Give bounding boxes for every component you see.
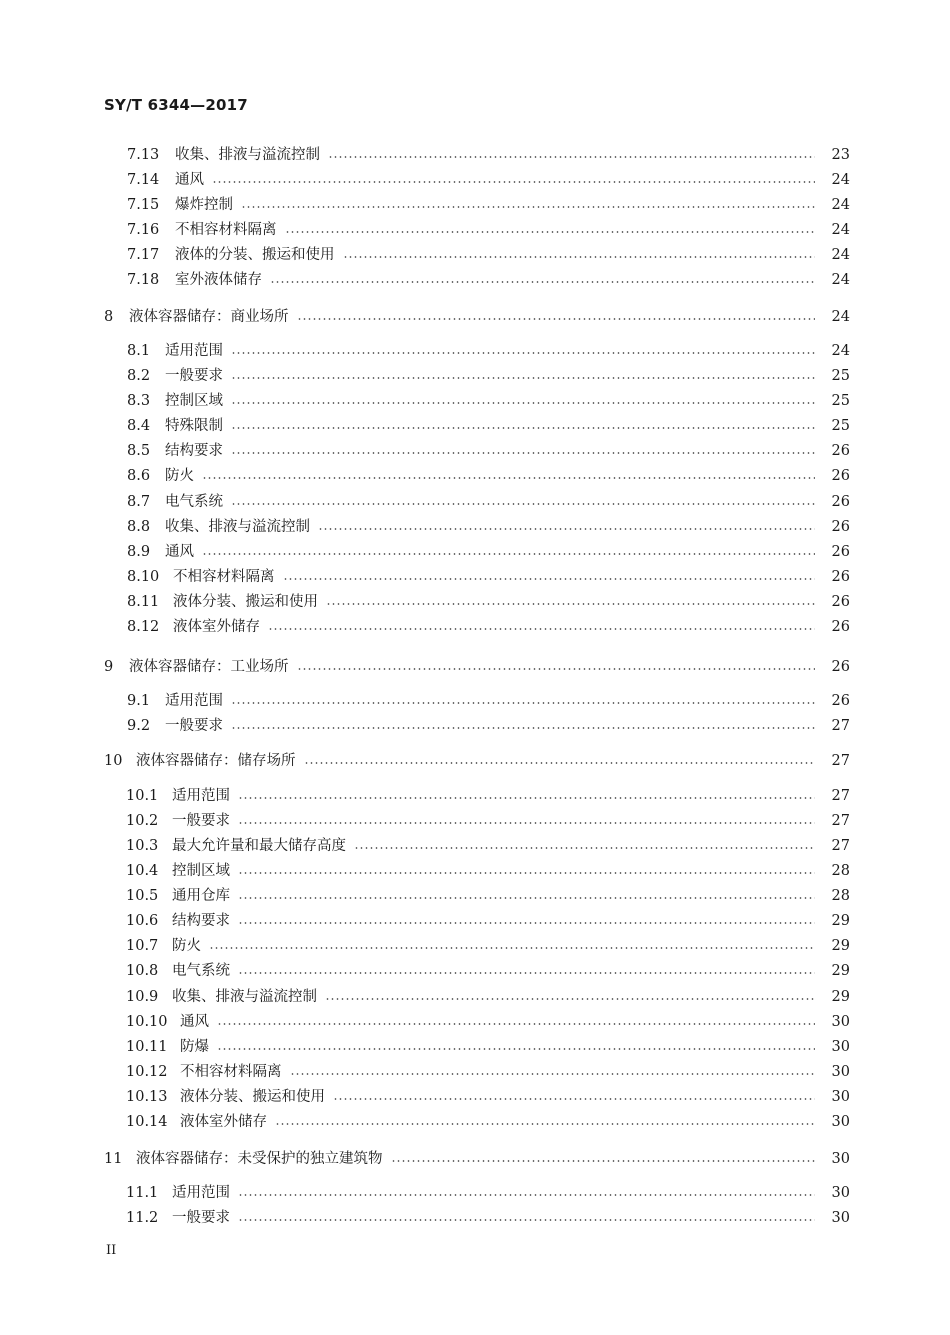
toc-dot-leader [333,1098,815,1100]
toc-entry-number: 8.6 [127,468,151,484]
toc-entry-title: 爆炸控制 [175,197,233,213]
toc-entry-number: 8.10 [127,569,160,585]
toc-entry [0,516,950,538]
toc-dot-leader [202,477,815,479]
toc-entry-page: 25 [831,368,850,384]
toc-dot-leader [231,452,815,454]
toc-entry-page: 26 [831,619,850,635]
toc-entry-page: 30 [831,1039,850,1055]
toc-dot-leader [238,897,815,899]
toc-entry-page: 24 [831,247,850,263]
toc-entry-number: 9.1 [127,693,151,709]
toc-dot-leader [202,553,815,555]
toc-entry [0,616,950,638]
toc-entry-title: 通风 [175,172,204,188]
toc-dot-leader [285,231,815,233]
toc-entry [0,750,950,772]
toc-entry-number: 7.13 [127,147,160,163]
toc-entry-title: 电气系统 [165,494,223,510]
toc-entry-page: 30 [831,1151,850,1167]
toc-entry-title: 液体分装、搬运和使用 [173,594,318,610]
toc-entry-number: 10.13 [126,1089,168,1105]
toc-entry-title: 液体室外储存 [173,619,260,635]
toc-dot-leader [238,972,815,974]
toc-entry-page: 29 [831,963,850,979]
document-code-header: SY/T 6344—2017 [104,96,248,114]
toc-entry-number: 7.17 [127,247,160,263]
toc-entry [0,541,950,563]
toc-entry-page: 29 [831,989,850,1005]
toc-entry [0,910,950,932]
toc-entry [0,960,950,982]
page-number-footer: II [106,1243,117,1258]
toc-entry-number: 9 [104,659,114,675]
toc-entry-page: 27 [831,813,850,829]
toc-entry-title: 液体的分装、搬运和使用 [175,247,335,263]
toc-entry [0,219,950,241]
toc-entry-number: 7.14 [127,172,160,188]
toc-entry-number: 10.3 [126,838,159,854]
toc-entry-number: 10.2 [126,813,159,829]
toc-entry-page: 29 [831,913,850,929]
toc-dot-leader [354,847,815,849]
toc-entry-title: 液体分装、搬运和使用 [180,1089,325,1105]
toc-entry [0,810,950,832]
toc-entry [0,465,950,487]
toc-entry-title: 最大允许量和最大储存高度 [172,838,346,854]
toc-entry [0,1182,950,1204]
toc-dot-leader [217,1048,815,1050]
toc-dot-leader [290,1073,815,1075]
toc-dot-leader [209,947,815,949]
toc-dot-leader [325,998,815,1000]
toc-dot-leader [318,528,815,530]
toc-entry-title: 一般要求 [165,718,223,734]
toc-entry-title: 控制区域 [172,863,230,879]
toc-dot-leader [268,628,815,630]
toc-entry-page: 27 [831,753,850,769]
toc-entry [0,690,950,712]
toc-entry-title: 适用范围 [165,693,223,709]
toc-dot-leader [238,797,815,799]
toc-entry-page: 24 [831,343,850,359]
toc-entry-number: 10.11 [126,1039,168,1055]
toc-entry-title: 特殊限制 [165,418,223,434]
toc-entry-title: 液体容器储存：商业场所 [129,309,289,325]
toc-entry-page: 26 [831,519,850,535]
toc-dot-leader [275,1123,815,1125]
toc-entry [0,244,950,266]
toc-entry-page: 29 [831,938,850,954]
toc-entry-title: 收集、排液与溢流控制 [172,989,317,1005]
toc-entry [0,306,950,328]
toc-entry-page: 27 [831,788,850,804]
toc-dot-leader [297,318,815,320]
toc-entry [0,491,950,513]
toc-entry-number: 10 [104,753,123,769]
toc-entry-page: 25 [831,418,850,434]
toc-entry [0,715,950,737]
toc-entry [0,269,950,291]
toc-entry-number: 10.6 [126,913,159,929]
toc-entry-page: 26 [831,468,850,484]
toc-entry-number: 8.5 [127,443,151,459]
toc-entry-number: 10.8 [126,963,159,979]
toc-entry-page: 28 [831,888,850,904]
toc-dot-leader [231,377,815,379]
toc-entry-title: 电气系统 [172,963,230,979]
toc-entry [0,1086,950,1108]
toc-entry [0,1148,950,1170]
toc-dot-leader [297,668,815,670]
toc-entry-title: 液体室外储存 [180,1114,267,1130]
toc-entry-title: 液体容器储存：储存场所 [136,753,296,769]
toc-entry-number: 10.9 [126,989,159,1005]
toc-entry-number: 8.12 [127,619,160,635]
toc-entry-number: 11 [104,1151,123,1167]
toc-entry-number: 11.1 [126,1185,159,1201]
toc-dot-leader [231,503,815,505]
toc-entry-number: 8.4 [127,418,151,434]
toc-entry-page: 30 [831,1089,850,1105]
toc-entry [0,591,950,613]
toc-dot-leader [231,727,815,729]
toc-entry-number: 9.2 [127,718,151,734]
toc-entry [0,169,950,191]
toc-entry-title: 收集、排液与溢流控制 [165,519,310,535]
toc-dot-leader [391,1160,815,1162]
toc-entry-number: 7.16 [127,222,160,238]
toc-entry-page: 30 [831,1210,850,1226]
toc-entry [0,440,950,462]
toc-entry-number: 7.15 [127,197,160,213]
toc-entry [0,340,950,362]
toc-dot-leader [343,256,815,258]
toc-entry [0,885,950,907]
toc-entry [0,935,950,957]
toc-entry-number: 10.14 [126,1114,168,1130]
toc-dot-leader [231,702,815,704]
toc-entry [0,144,950,166]
toc-entry-page: 24 [831,197,850,213]
toc-entry-title: 液体容器储存：未受保护的独立建筑物 [136,1151,383,1167]
toc-entry-page: 26 [831,443,850,459]
toc-entry-number: 8.9 [127,544,151,560]
toc-entry-number: 8.3 [127,393,151,409]
toc-entry-number: 8.2 [127,368,151,384]
toc-dot-leader [231,402,815,404]
toc-entry-number: 8.1 [127,343,151,359]
toc-dot-leader [217,1023,815,1025]
toc-entry [0,860,950,882]
toc-dot-leader [238,822,815,824]
toc-entry-title: 一般要求 [165,368,223,384]
toc-entry-page: 28 [831,863,850,879]
toc-entry-page: 26 [831,659,850,675]
toc-entry-title: 一般要求 [172,1210,230,1226]
toc-entry-title: 通用仓库 [172,888,230,904]
toc-entry [0,1061,950,1083]
toc-entry-page: 30 [831,1114,850,1130]
toc-entry [0,566,950,588]
toc-dot-leader [238,922,815,924]
toc-entry [0,1111,950,1133]
toc-entry [0,365,950,387]
toc-entry-number: 7.18 [127,272,160,288]
toc-entry-page: 26 [831,693,850,709]
toc-entry-title: 防爆 [180,1039,209,1055]
toc-entry [0,1036,950,1058]
toc-entry-title: 防火 [165,468,194,484]
toc-dot-leader [231,427,815,429]
toc-entry-page: 24 [831,272,850,288]
toc-dot-leader [283,578,815,580]
toc-entry [0,835,950,857]
toc-entry-number: 8.8 [127,519,151,535]
toc-entry-number: 11.2 [126,1210,159,1226]
toc-entry-page: 24 [831,172,850,188]
toc-entry-title: 室外液体储存 [175,272,262,288]
toc-dot-leader [326,603,815,605]
toc-entry-page: 24 [831,309,850,325]
toc-entry-page: 26 [831,594,850,610]
toc-entry [0,1011,950,1033]
toc-entry-title: 控制区域 [165,393,223,409]
toc-entry-title: 适用范围 [172,1185,230,1201]
toc-entry-page: 24 [831,222,850,238]
toc-entry-title: 适用范围 [165,343,223,359]
toc-entry-title: 通风 [180,1014,209,1030]
toc-entry-number: 8.11 [127,594,160,610]
toc-entry-page: 27 [831,838,850,854]
toc-entry-number: 10.10 [126,1014,168,1030]
toc-entry-number: 10.1 [126,788,159,804]
toc-entry [0,1207,950,1229]
toc-entry-page: 23 [831,147,850,163]
toc-entry-title: 通风 [165,544,194,560]
toc-entry-number: 10.4 [126,863,159,879]
toc-entry-number: 8.7 [127,494,151,510]
toc-dot-leader [304,762,815,764]
toc-entry-title: 不相容材料隔离 [175,222,277,238]
toc-entry [0,415,950,437]
toc-entry [0,785,950,807]
toc-entry [0,194,950,216]
toc-dot-leader [238,872,815,874]
toc-dot-leader [231,352,815,354]
toc-entry-page: 30 [831,1014,850,1030]
toc-entry [0,986,950,1008]
toc-entry-title: 防火 [172,938,201,954]
toc-entry-title: 适用范围 [172,788,230,804]
toc-entry-page: 30 [831,1064,850,1080]
toc-entry-title: 不相容材料隔离 [180,1064,282,1080]
toc-entry-number: 10.5 [126,888,159,904]
toc-entry-page: 25 [831,393,850,409]
toc-dot-leader [241,206,815,208]
toc-entry-title: 收集、排液与溢流控制 [175,147,320,163]
toc-entry-title: 结构要求 [165,443,223,459]
toc-dot-leader [270,281,815,283]
toc-entry-page: 26 [831,544,850,560]
toc-dot-leader [328,156,815,158]
toc-entry-page: 26 [831,569,850,585]
toc-entry-page: 26 [831,494,850,510]
toc-entry-page: 30 [831,1185,850,1201]
toc-entry-number: 10.7 [126,938,159,954]
toc-entry-title: 一般要求 [172,813,230,829]
toc-entry [0,390,950,412]
toc-entry-number: 10.12 [126,1064,168,1080]
toc-entry-title: 液体容器储存：工业场所 [129,659,289,675]
toc-entry-page: 27 [831,718,850,734]
toc-entry-title: 结构要求 [172,913,230,929]
toc-entry [0,656,950,678]
toc-dot-leader [212,181,815,183]
toc-dot-leader [238,1194,815,1196]
toc-entry-number: 8 [104,309,114,325]
toc-dot-leader [238,1219,815,1221]
toc-entry-title: 不相容材料隔离 [173,569,275,585]
